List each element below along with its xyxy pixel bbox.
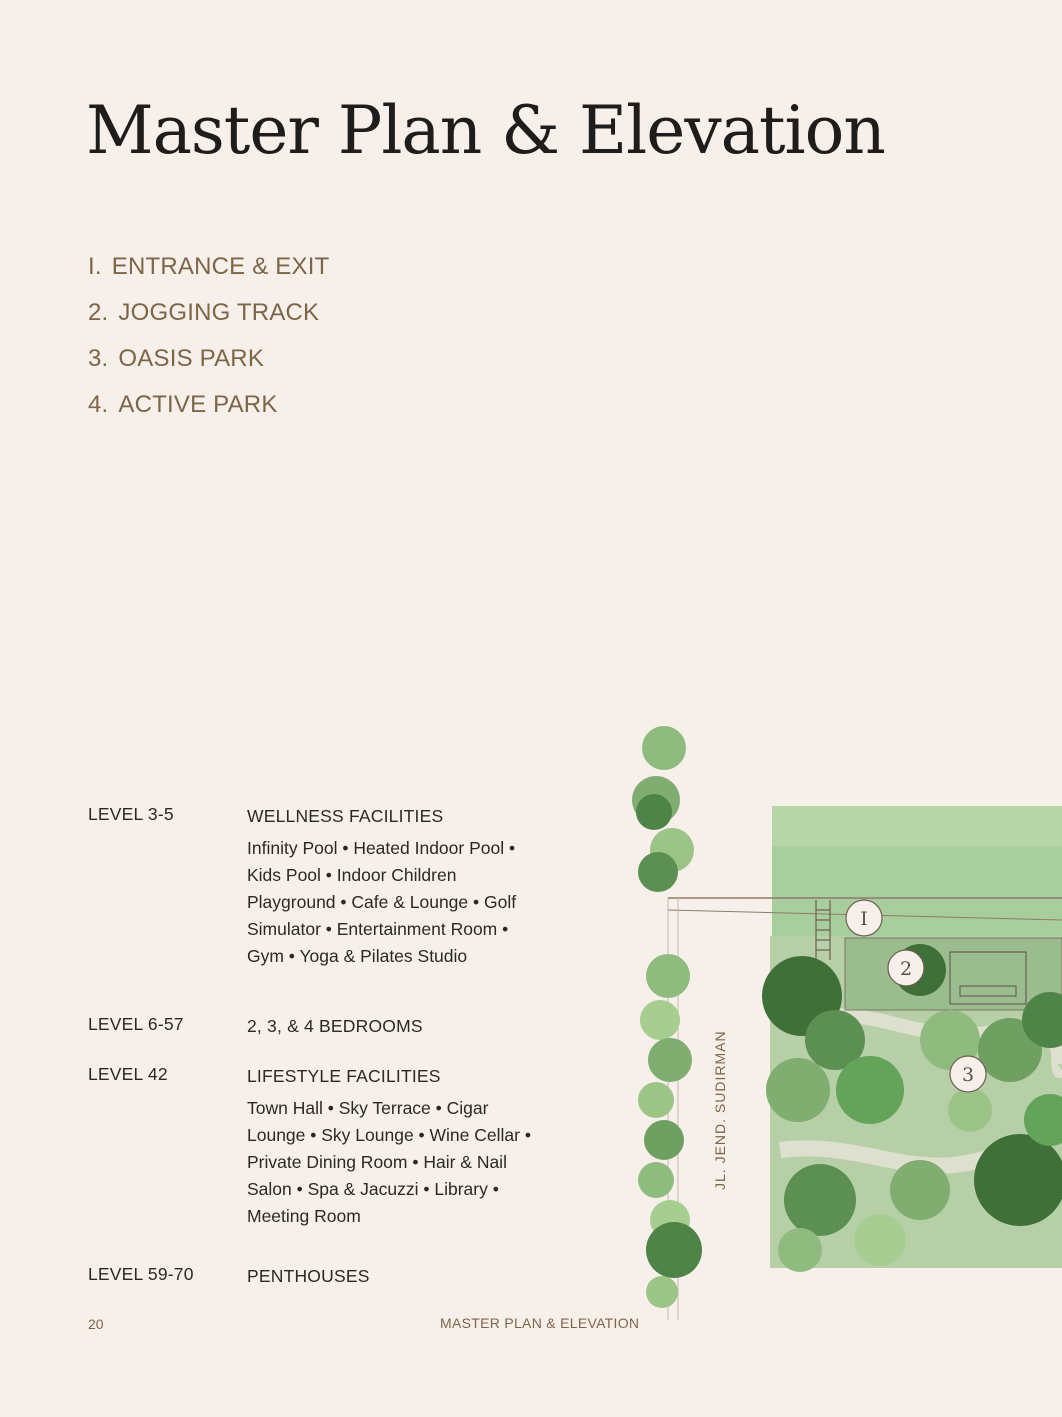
marker-label: 2 bbox=[899, 958, 913, 980]
legend-label: ACTIVE PARK bbox=[118, 391, 278, 418]
legend-number: 4. bbox=[88, 391, 109, 418]
level-row-lifestyle bbox=[88, 1064, 558, 1264]
legend-label: OASIS PARK bbox=[118, 345, 265, 372]
master-plan-illustration bbox=[620, 720, 1062, 1320]
level-list bbox=[88, 804, 558, 1294]
legend-item-oasis-park bbox=[88, 344, 329, 390]
level-heading: LIFESTYLE FACILITIES bbox=[247, 1066, 441, 1086]
level-label: LEVEL 6-57 bbox=[88, 1014, 184, 1034]
street-trees bbox=[632, 726, 702, 1308]
level-label: LEVEL 42 bbox=[88, 1064, 168, 1084]
level-row-penthouses bbox=[88, 1264, 558, 1294]
legend-number: I. bbox=[88, 253, 102, 280]
legend-number: 2. bbox=[88, 299, 109, 326]
level-description: Town Hall • Sky Terrace • Cigar Lounge • Sky Lounge • Wine Cellar • Private Dining Room • Hair & Nail Salon • Spa & Jacuzzi • Library • Meeting Room bbox=[247, 1098, 531, 1226]
legend-label: ENTRANCE & EXIT bbox=[111, 253, 330, 280]
level-heading: 2, 3, & 4 BEDROOMS bbox=[247, 1016, 423, 1036]
legend-item-active-park bbox=[88, 390, 329, 436]
level-description: Infinity Pool • Heated Indoor Pool • Kids Pool • Indoor Children Playground • Cafe & Lounge • Golf Simulator • Entertainment Room • Gym • Yoga & Pilates Studio bbox=[247, 838, 517, 966]
level-label: LEVEL 3-5 bbox=[88, 804, 174, 824]
legend-label: JOGGING TRACK bbox=[118, 299, 320, 326]
level-heading: PENTHOUSES bbox=[247, 1266, 370, 1286]
level-row-wellness bbox=[88, 804, 558, 1014]
street-label: JL. JEND. SUDIRMAN bbox=[712, 1030, 728, 1190]
legend-number: 3. bbox=[88, 345, 109, 372]
page-number: 20 bbox=[88, 1316, 104, 1332]
level-label: LEVEL 59-70 bbox=[88, 1264, 194, 1284]
marker-label: I bbox=[860, 908, 868, 930]
legend-item-jogging-track bbox=[88, 298, 329, 344]
page-title: Master Plan & Elevation bbox=[86, 92, 885, 169]
legend-item-entrance bbox=[88, 252, 329, 298]
plan-legend bbox=[88, 252, 329, 436]
level-heading: WELLNESS FACILITIES bbox=[247, 806, 444, 826]
footer-section-title: MASTER PLAN & ELEVATION bbox=[440, 1315, 640, 1331]
marker-label: 3 bbox=[961, 1064, 975, 1086]
level-row-bedrooms bbox=[88, 1014, 558, 1064]
